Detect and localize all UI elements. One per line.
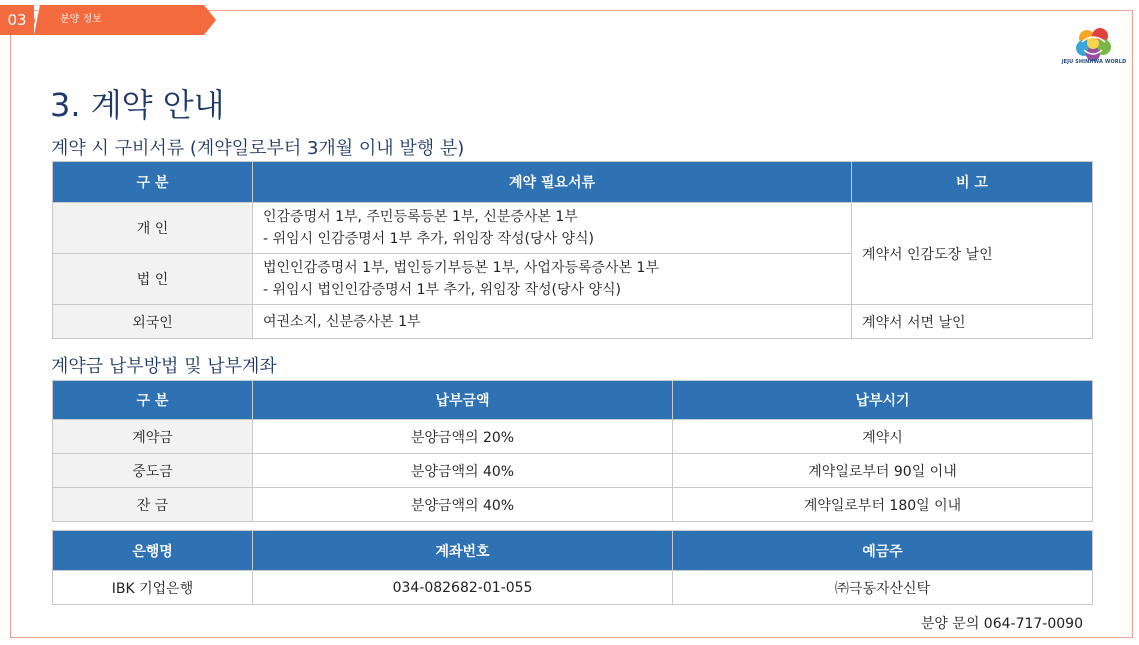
category-cell: 중도금 xyxy=(53,454,253,488)
documents-section-title: 계약 시 구비서류 (계약일로부터 3개월 이내 발행 분) xyxy=(51,138,465,159)
documents-cell xyxy=(253,305,852,339)
amount-cell: 분양금액의 40% xyxy=(253,454,673,488)
category-cell: 법 인 xyxy=(53,254,253,305)
amount-cell: 분양금액의 20% xyxy=(253,420,673,454)
category-cell: 개 인 xyxy=(53,203,253,254)
account-holder: ㈜극동자산신탁 xyxy=(673,571,1093,605)
timing-cell: 계약일로부터 180일 이내 xyxy=(673,488,1093,522)
account-number: 034-082682-01-055 xyxy=(253,571,673,605)
documents-line: 법인인감증명서 1부, 법인등기부등본 1부, 사업자등록증사본 1부 xyxy=(263,260,659,276)
category-cell: 잔 금 xyxy=(53,488,253,522)
payment-table xyxy=(52,380,1093,522)
contact-info: 분양 문의 064-717-0090 xyxy=(920,616,1083,632)
section-tab xyxy=(28,5,216,35)
account-table xyxy=(52,530,1093,605)
documents-cell xyxy=(253,254,852,305)
header-timing: 납부시기 xyxy=(673,381,1093,420)
header-amount: 납부금액 xyxy=(253,381,673,420)
payment-section-title: 계약금 납부방법 및 납부계좌 xyxy=(51,356,277,377)
documents-line: 여권소지, 신분증사본 1부 xyxy=(263,313,421,330)
remarks-cell: 계약서 인감도장 날인 xyxy=(852,203,1093,305)
documents-line: 인감증명서 1부, 주민등록등본 1부, 신분증사본 1부 xyxy=(263,209,578,225)
section-number: 03 xyxy=(0,5,34,35)
amount-cell: 분양금액의 40% xyxy=(253,488,673,522)
header-holder: 예금주 xyxy=(673,531,1093,571)
header-remarks: 비 고 xyxy=(852,162,1093,203)
table-row xyxy=(53,420,1093,454)
header-account-number: 계좌번호 xyxy=(253,531,673,571)
section-label: 분양 정보 xyxy=(60,14,102,25)
timing-cell: 계약시 xyxy=(673,420,1093,454)
logo-text: JEJU SHINHWA WORLD xyxy=(1061,59,1127,65)
table-row xyxy=(53,203,1093,254)
table-row xyxy=(53,488,1093,522)
documents-line: - 위임시 법인인감증명서 1부 추가, 위임장 작성(당사 양식) xyxy=(263,282,622,298)
category-cell: 계약금 xyxy=(53,420,253,454)
table-row xyxy=(53,571,1093,605)
bank-name: IBK 기업은행 xyxy=(53,571,253,605)
documents-cell xyxy=(253,203,852,254)
timing-cell: 계약일로부터 90일 이내 xyxy=(673,454,1093,488)
documents-table xyxy=(52,161,1093,339)
table-row xyxy=(53,305,1093,339)
documents-line: - 위임시 인감증명서 1부 추가, 위임장 작성(당사 양식) xyxy=(263,231,594,247)
category-cell: 외국인 xyxy=(53,305,253,339)
remarks-cell: 계약서 서면 날인 xyxy=(852,305,1093,339)
header-category: 구 분 xyxy=(53,162,253,203)
page-title: 3. 계약 안내 xyxy=(50,86,225,124)
table-row xyxy=(53,454,1093,488)
header-required-documents: 계약 필요서류 xyxy=(253,162,852,203)
header-bank: 은행명 xyxy=(53,531,253,571)
header-category: 구 분 xyxy=(53,381,253,420)
